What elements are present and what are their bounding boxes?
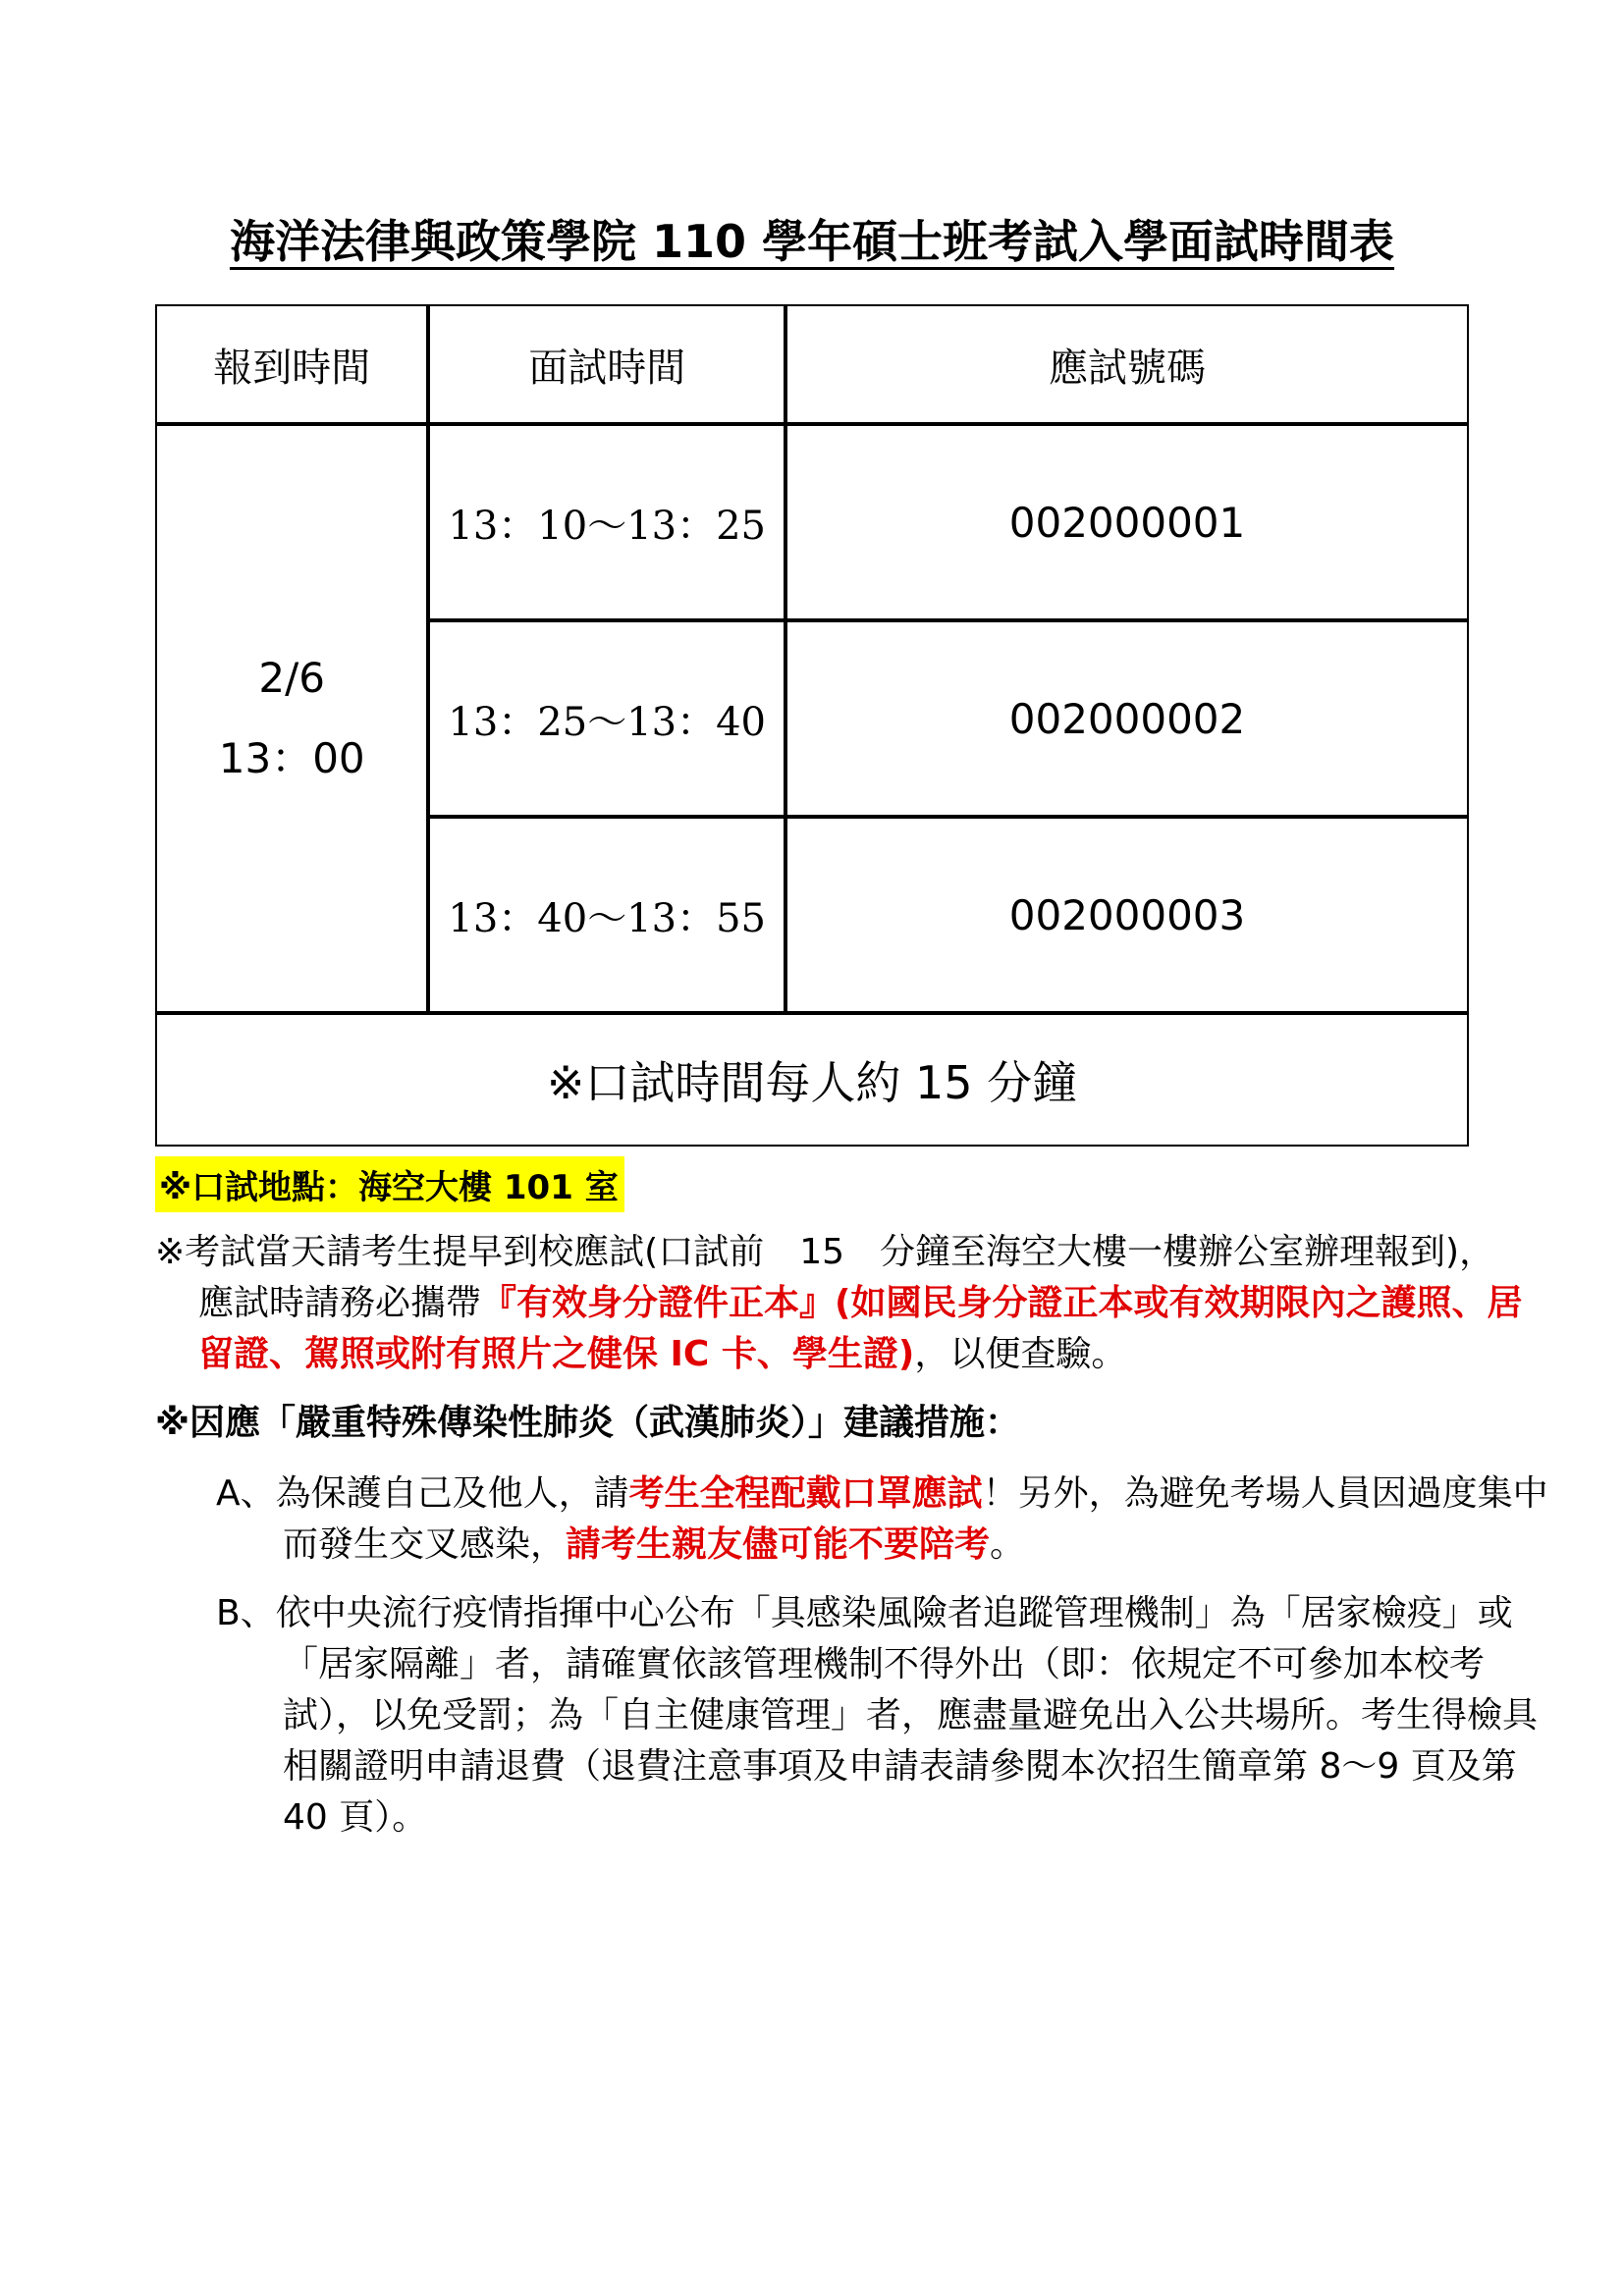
covid-measures-heading: ※因應「嚴重特殊傳染性肺炎（武漢肺炎）」建議措施： <box>155 1403 1020 1443</box>
table-note-row <box>155 1013 1469 1147</box>
measure-item-b <box>216 1588 1549 1843</box>
notice-documents-required: 『有效身分證件正本』(如國民身分證正本或有效期限內之護照、居留證、駕照或附有照片之健保 IC 卡、學生證) <box>198 1283 1523 1374</box>
notice-documents-text: ※考試當天請考生提早到校應試(口試前 15 分鐘至海空大樓一樓辦公室辦理報到)，應試時請務必攜帶 <box>155 1232 1495 1323</box>
duration-note: ※口試時間每人約 15 分鐘 <box>155 1013 1469 1147</box>
notice-documents-end: ，以便查驗。 <box>914 1334 1127 1374</box>
interview-time-cell: 13：40～13：55 <box>428 817 785 1013</box>
item-a-text: 為保護自己及他人，請 <box>275 1473 629 1514</box>
item-a-text-2: ！另外，為避免考場人員因過度集中而發生交叉感染， <box>283 1473 1548 1565</box>
report-time-cell <box>155 424 428 1013</box>
notice-documents <box>155 1227 1524 1380</box>
table-row <box>155 424 1469 620</box>
exam-location: ※口試地點：海空大樓 101 室 <box>155 1156 624 1212</box>
exam-number-cell: 002000003 <box>785 817 1469 1013</box>
item-b-label: B、 <box>216 1593 276 1633</box>
interview-time-cell: 13：10～13：25 <box>428 424 785 620</box>
interview-time-cell: 13：25～13：40 <box>428 620 785 817</box>
col-header-interview-time: 面試時間 <box>428 304 785 424</box>
page-title: 海洋法律與政策學院 110 學年碩士班考試入學面試時間表 <box>229 215 1395 268</box>
measure-item-a <box>216 1468 1549 1571</box>
schedule-table <box>155 304 1469 1147</box>
item-a-no-companions: 請考生親友儘可能不要陪考 <box>566 1524 991 1565</box>
col-header-exam-number: 應試號碼 <box>785 304 1469 424</box>
item-a-mask-requirement: 考生全程配戴口罩應試 <box>628 1473 983 1514</box>
col-header-report-time: 報到時間 <box>155 304 428 424</box>
report-clock: 13：00 <box>218 734 365 782</box>
item-a-label: A、 <box>216 1473 276 1514</box>
report-date: 2/6 <box>258 654 325 702</box>
table-header-row <box>155 304 1469 424</box>
exam-number-cell: 002000001 <box>785 424 1469 620</box>
exam-number-cell: 002000002 <box>785 620 1469 817</box>
item-b-text: 依中央流行疫情指揮中心公布「具感染風險者追蹤管理機制」為「居家檢疫」或「居家隔離」者，請確實依該管理機制不得外出（即：依規定不可參加本校考試），以免受罰；為「自主健康管理」者，應盡量避免出入公共場所。考生得檢具相關證明申請退費（退費注意事項及申請表請參閱本次招生簡章第 8～9 頁及第 40 頁）。 <box>275 1593 1539 1838</box>
item-a-end: 。 <box>990 1524 1026 1565</box>
